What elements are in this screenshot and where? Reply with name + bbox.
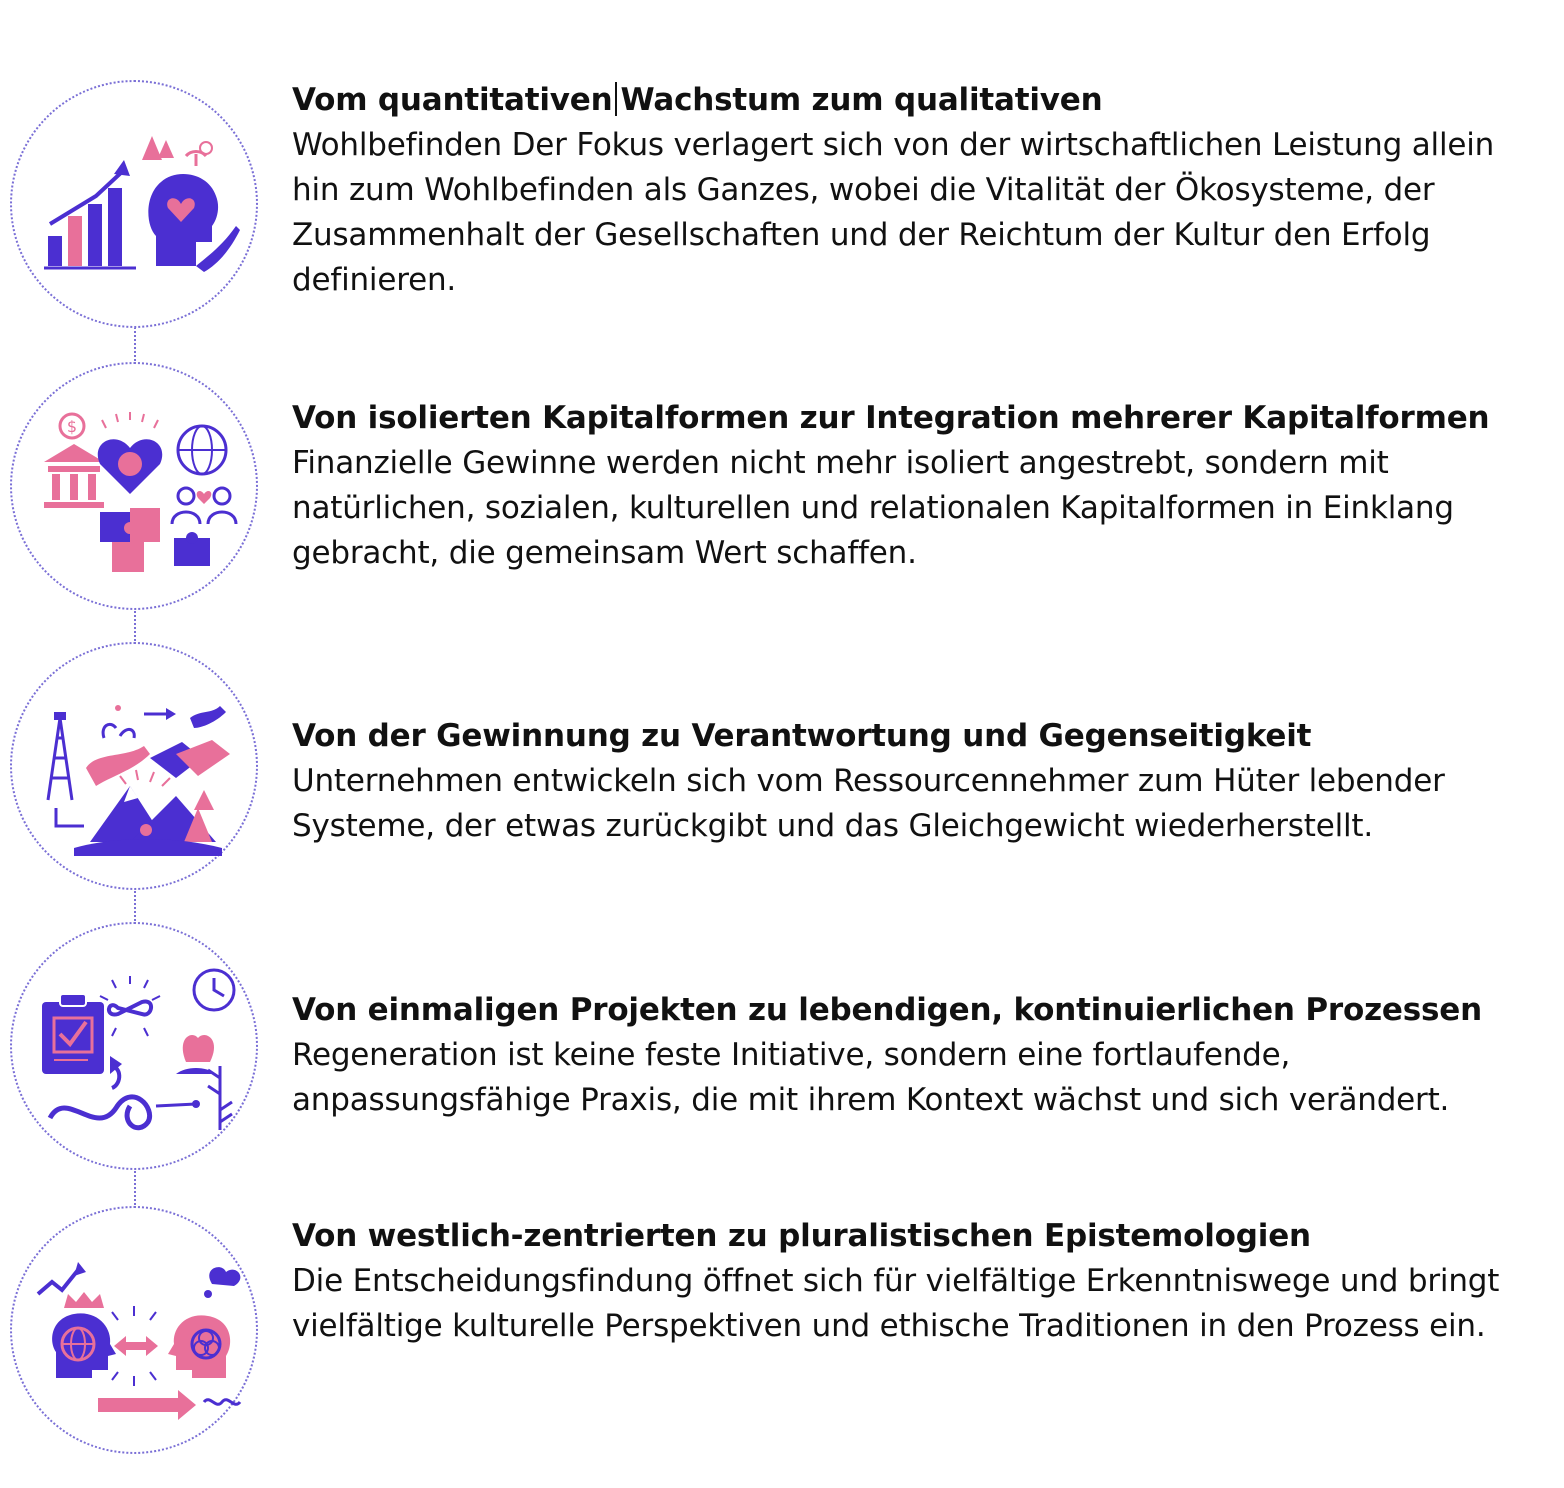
icon-ring: [10, 1206, 258, 1454]
svg-text:$: $: [66, 417, 78, 436]
text-cursor: [615, 82, 617, 116]
icon-ring: [10, 922, 258, 1170]
item-title: Vom quantitativen Wachstum zum qualitativen: [292, 82, 1103, 118]
continuous-process-icon: [26, 938, 242, 1154]
item-description: Wohlbefinden Der Fokus verlagert sich von der wirtschaftlichen Leistung allein hin zum Wohlbefinden als Ganzes, wobei die Vitalität der Ökosysteme, der Zusammenhalt der Gesellschaften und der Reichtum der Kultur den Erfolg definieren.: [292, 127, 1495, 298]
growth-wellbeing-icon: [26, 96, 242, 312]
icon-ring: [10, 642, 258, 890]
item-title: Von einmaligen Projekten zu lebendigen, kontinuierlichen Prozessen: [292, 992, 1482, 1028]
item-title: Von isolierten Kapitalformen zur Integration mehrerer Kapitalformen: [292, 400, 1490, 436]
reciprocity-icon: [26, 658, 242, 874]
icon-ring: [10, 80, 258, 328]
capital-integration-icon: [26, 378, 242, 594]
item-title: Von der Gewinnung zu Verantwortung und Gegenseitigkeit: [292, 718, 1312, 754]
item-description: Unternehmen entwickeln sich vom Ressourcennehmer zum Hüter lebender Systeme, der etwas zurückgibt und das Gleichgewicht wiederherstellt.: [292, 763, 1445, 844]
pluralistic-epistemologies-icon: [26, 1222, 242, 1438]
item-description: Regeneration ist keine feste Initiative, sondern eine fortlaufende, anpassungsfähige Praxis, die mit ihrem Kontext wächst und sich verändert.: [292, 1037, 1450, 1118]
item-title: Von westlich-zentrierten zu pluralistischen Epistemologien: [292, 1218, 1311, 1254]
item-description: Finanzielle Gewinne werden nicht mehr isoliert angestrebt, sondern mit natürlichen, sozialen, kulturellen und relationalen Kapitalformen in Einklang gebracht, die gemeinsam Wert schaffen.: [292, 445, 1454, 571]
item-description: Die Entscheidungsfindung öffnet sich für vielfältige Erkenntniswege und bringt vielfältige kulturelle Perspektiven und ethische Traditionen in den Prozess ein.: [292, 1263, 1500, 1344]
icon-ring: [10, 362, 258, 610]
